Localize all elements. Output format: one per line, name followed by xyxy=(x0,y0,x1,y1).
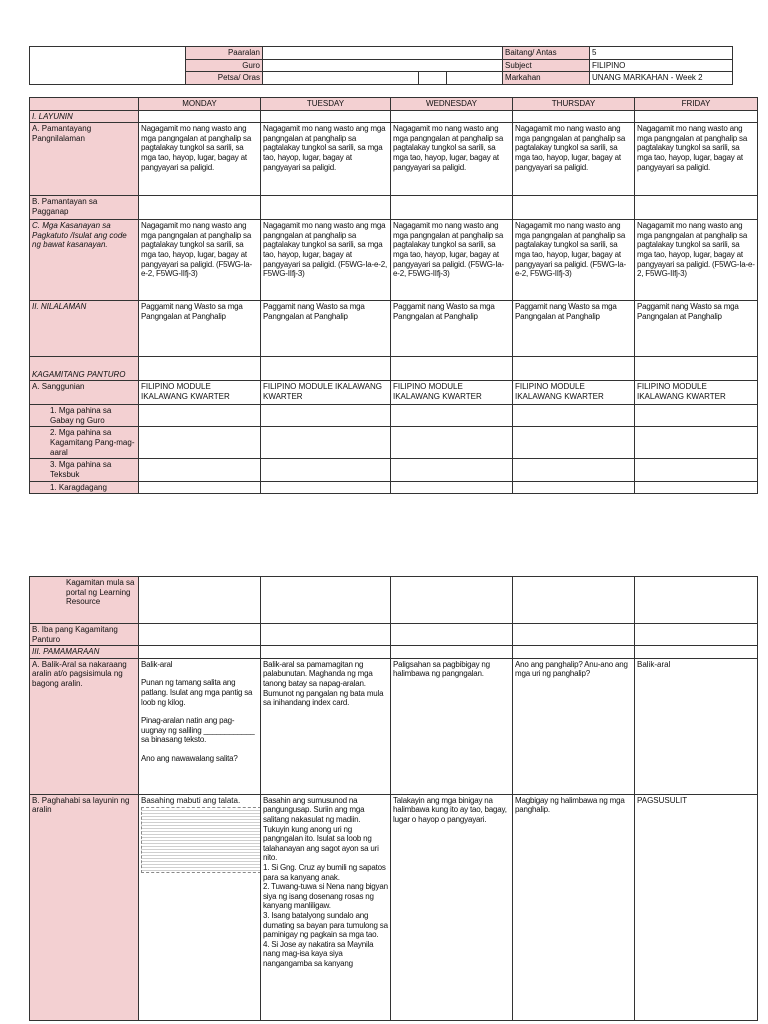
empty-cell xyxy=(391,459,513,481)
paghahabi-tuesday-line: 4. Si Jose ay nakatira sa Maynila nang mag-isa kaya siya nangangamba sa kanyang xyxy=(263,939,374,968)
balik-thursday: Ano ang panghalip? Anu-ano ang mga uri ng panghalip? xyxy=(513,658,635,794)
empty-cell xyxy=(261,405,391,427)
paghahabi-tuesday-line: Basahin ang sumusunod na pangungusap. Suriin ang mga salitang nakasulat ng madiin. Tukuyin kung anong uri ng pangngalan ito. Isulat sa loob ng talahanayan ang sagot ayon sa uri nito. xyxy=(263,795,379,863)
kasanayan-tuesday: Nagagamit mo nang wasto ang mga pangngalan at panghalip sa pagtalakay tungkol sa sarili, sa mga tao, hayop, lugar, bagay at pangyayari sa paligid. (F5WG-Ia-e-2, F5WG-IIfj-3) xyxy=(261,220,391,301)
empty-cell xyxy=(391,427,513,459)
markahan-value: UNANG MARKAHAN - Week 2 xyxy=(590,72,733,85)
empty-cell xyxy=(635,405,758,427)
sanggunian-friday: FILIPINO MODULE IKALAWANG KWARTER xyxy=(635,381,758,405)
nilalaman-tuesday: Paggamit nang Wasto sa mga Pangngalan at Panghalip xyxy=(261,301,391,357)
guro-label: Guro xyxy=(186,59,263,72)
paghahabi-label: B. Paghahabi sa layunin ng aralin xyxy=(30,794,139,1020)
empty-cell xyxy=(391,196,513,220)
empty-cell xyxy=(513,110,635,123)
pamantayang-friday: Nagagamit mo nang wasto ang mga pangngalan at panghalip sa pagtalakay tungkol sa sarili, sa mga tao, hayop, lugar, bagay at pangyayari sa paligid. xyxy=(635,123,758,196)
petsa-value-1 xyxy=(263,72,419,85)
empty-cell xyxy=(139,427,261,459)
balik-monday-line: Pinag-aralan natin ang pag-uugnay ng saliling ____________ sa binasang teksto. xyxy=(141,716,255,745)
empty-cell xyxy=(391,577,513,624)
balik-wednesday: Paligsahan sa pagbibigay ng halimbawa ng pangngalan. xyxy=(391,658,513,794)
day-friday: FRIDAY xyxy=(635,98,758,111)
empty-cell xyxy=(261,459,391,481)
balik-monday xyxy=(139,658,261,794)
paghahabi-monday-text: Basahing mabuti ang talata. xyxy=(141,795,241,805)
kagamitan-label: 2. Mga pahina sa Kagamitang Pang-mag-aaral xyxy=(30,427,139,459)
corner-cell xyxy=(30,98,139,111)
kagamitan-portal-text: Kagamitan mula sa portal ng Learning Resource xyxy=(66,578,135,607)
petsa-value-2 xyxy=(419,72,447,85)
sanggunian-tuesday: FILIPINO MODULE IKALAWANG KWARTER xyxy=(261,381,391,405)
paghahabi-tuesday-line: 1. Si Gng. Cruz ay bumili ng sapatos para sa kanyang anak. xyxy=(263,862,386,882)
empty-cell xyxy=(513,577,635,624)
paghahabi-tuesday-line: 2. Tuwang-tuwa si Nena nang bigyan siya ng isang dosenang rosas ng kanyang manliligaw. xyxy=(263,882,388,911)
paghahabi-wednesday: Talakayin ang mga binigay na halimbawa kung ito ay tao, bagay, lugar o hayop o pangyayari. xyxy=(391,794,513,1020)
balik-monday-line: Punan ng tamang salita ang patlang. Isulat ang mga pantig sa loob ng kilog. xyxy=(141,678,253,707)
sanggunian-thursday: FILIPINO MODULE IKALAWANG KWARTER xyxy=(513,381,635,405)
empty-cell xyxy=(635,624,758,646)
pagganap-label: B. Pamantayan sa Pagganap xyxy=(30,196,139,220)
iba-label: B. Iba pang Kagamitang Panturo xyxy=(30,624,139,646)
empty-cell xyxy=(635,110,758,123)
empty-cell xyxy=(261,481,391,494)
layunin-label: I. LAYUNIN xyxy=(30,110,139,123)
empty-cell xyxy=(513,427,635,459)
subject-value: FILIPINO xyxy=(590,59,733,72)
empty-cell xyxy=(391,405,513,427)
empty-cell xyxy=(635,577,758,624)
pamamaraan-label: III. PAMAMARAAN xyxy=(30,646,139,659)
empty-cell xyxy=(635,481,758,494)
empty-cell xyxy=(139,357,261,381)
kasanayan-wednesday: Nagagamit mo nang wasto ang mga pangngalan at panghalip sa pagtalakay tungkol sa sarili, sa mga tao, hayop, lugar, bagay at pangyayari sa paligid. (F5WG-Ia-e-2, F5WG-IIfj-3) xyxy=(391,220,513,301)
empty-cell xyxy=(139,196,261,220)
paaralan-value xyxy=(263,47,503,60)
empty-cell xyxy=(139,577,261,624)
nilalaman-wednesday: Paggamit nang Wasto sa mga Pangngalan at Panghalip xyxy=(391,301,513,357)
paghahabi-tuesday-line: 3. Isang batalyong sundalo ang dumating sa bayan para tumulong sa paminigay ng pagkain sa mga tao. xyxy=(263,910,388,940)
empty-cell xyxy=(261,427,391,459)
lesson-plan-table xyxy=(29,97,758,494)
petsa-value-3 xyxy=(447,72,503,85)
empty-cell xyxy=(513,646,635,659)
pamantayang-monday: Nagagamit mo nang wasto ang mga pangngalan at panghalip sa pagtalakay tungkol sa sarili, sa mga tao, hayop, lugar, bagay at pangyayari sa paligid. xyxy=(139,123,261,196)
empty-cell xyxy=(635,459,758,481)
empty-cell xyxy=(513,405,635,427)
pamantayang-label: A. Pamantayang Pangnilalaman xyxy=(30,123,139,196)
pamantayang-wednesday: Nagagamit mo nang wasto ang mga pangngalan at panghalip sa pagtalakay tungkol sa sarili, sa mga tao, hayop, lugar, bagay at pangyayari sa paligid. xyxy=(391,123,513,196)
paragraph-image xyxy=(141,807,261,873)
day-tuesday: TUESDAY xyxy=(261,98,391,111)
info-table xyxy=(29,46,733,85)
karagdagang-label: 1. Karagdagang xyxy=(30,481,139,494)
kasanayan-friday: Nagagamit mo nang wasto ang mga pangngalan at panghalip sa pagtalakay tungkol sa sarili, sa mga tao, hayop, lugar, bagay at pangyayari sa paligid. (F5WG-Ia-e-2, F5WG-IIfj-3) xyxy=(635,220,758,301)
empty-cell xyxy=(139,110,261,123)
paaralan-label: Paaralan xyxy=(186,47,263,60)
empty-cell xyxy=(513,196,635,220)
pamantayang-thursday: Nagagamit mo nang wasto ang mga pangngalan at panghalip sa pagtalakay tungkol sa sarili, sa mga tao, hayop, lugar, bagay at pangyayari sa paligid. xyxy=(513,123,635,196)
balik-monday-line: Ano ang nawawalang salita? xyxy=(141,753,238,763)
baitang-value: 5 xyxy=(590,47,733,60)
empty-cell xyxy=(391,110,513,123)
empty-cell xyxy=(139,405,261,427)
sanggunian-monday: FILIPINO MODULE IKALAWANG KWARTER xyxy=(139,381,261,405)
pamantayang-tuesday: Nagagamit mo nang wasto ang mga pangngalan at panghalip sa pagtalakay tungkol sa sarili, sa mga tao, hayop, lugar, bagay at pangyayari sa paligid. xyxy=(261,123,391,196)
empty-cell xyxy=(391,481,513,494)
day-monday: MONDAY xyxy=(139,98,261,111)
empty-cell xyxy=(513,624,635,646)
empty-cell xyxy=(635,427,758,459)
balik-monday-line: Balik-aral xyxy=(141,659,173,669)
nilalaman-thursday: Paggamit nang Wasto sa mga Pangngalan at Panghalip xyxy=(513,301,635,357)
paghahabi-tuesday xyxy=(261,794,391,1020)
nilalaman-label: II. NILALAMAN xyxy=(30,301,139,357)
kasanayan-label: C. Mga Kasanayan sa Pagkatuto /Isulat ang code ng bawat kasanayan. xyxy=(30,220,139,301)
empty-cell xyxy=(261,577,391,624)
empty-cell xyxy=(635,357,758,381)
empty-cell xyxy=(391,646,513,659)
lesson-plan-table-continued xyxy=(29,576,758,1021)
day-wednesday: WEDNESDAY xyxy=(391,98,513,111)
kasanayan-thursday: Nagagamit mo nang wasto ang mga pangngalan at panghalip sa pagtalakay tungkol sa sarili, sa mga tao, hayop, lugar, bagay at pangyayari sa paligid. (F5WG-Ia-e-2, F5WG-IIfj-3) xyxy=(513,220,635,301)
balik-tuesday: Balik-aral sa pamamagitan ng palabunutan. Maghanda ng mga tanong batay sa napag-aralan. Bumunot ng pangalan ng bata mula sa inihandang index card. xyxy=(261,658,391,794)
guro-value xyxy=(263,59,503,72)
balik-friday: Balik-aral xyxy=(635,658,758,794)
empty-cell xyxy=(513,459,635,481)
balik-label: A. Balik-Aral sa nakaraang aralin at/o pagsisimula ng bagong aralin. xyxy=(30,658,139,794)
sanggunian-wednesday: FILIPINO MODULE IKALAWANG KWARTER xyxy=(391,381,513,405)
empty-cell xyxy=(139,646,261,659)
empty-cell xyxy=(635,646,758,659)
day-thursday: THURSDAY xyxy=(513,98,635,111)
subject-label: Subject xyxy=(503,59,590,72)
kasanayan-monday: Nagagamit mo nang wasto ang mga pangngalan at panghalip sa pagtalakay tungkol sa sarili, sa mga tao, hayop, lugar, bagay at pangyayari sa paligid. (F5WG-Ia-e-2, F5WG-IIfj-3) xyxy=(139,220,261,301)
empty-cell xyxy=(635,196,758,220)
info-blank-cell xyxy=(30,47,186,85)
nilalaman-friday: Paggamit nang Wasto sa mga Pangngalan at Panghalip xyxy=(635,301,758,357)
teksbuk-label: 3. Mga pahina sa Teksbuk xyxy=(30,459,139,481)
empty-cell xyxy=(139,481,261,494)
markahan-label: Markahan xyxy=(503,72,590,85)
paghahabi-monday xyxy=(139,794,261,1020)
nilalaman-monday: Paggamit nang Wasto sa mga Pangngalan at Panghalip xyxy=(139,301,261,357)
empty-cell xyxy=(261,646,391,659)
empty-cell xyxy=(261,196,391,220)
petsa-label: Petsa/ Oras xyxy=(186,72,263,85)
empty-cell xyxy=(513,357,635,381)
empty-cell xyxy=(391,357,513,381)
empty-cell xyxy=(139,624,261,646)
gabay-label: 1. Mga pahina sa Gabay ng Guro xyxy=(30,405,139,427)
sanggunian-label: A. Sanggunian xyxy=(30,381,139,405)
empty-cell xyxy=(261,624,391,646)
empty-cell xyxy=(391,624,513,646)
baitang-label: Baitang/ Antas xyxy=(503,47,590,60)
empty-cell xyxy=(261,110,391,123)
kagamitan-portal-label xyxy=(30,577,139,624)
empty-cell xyxy=(513,481,635,494)
kagamitang-label: KAGAMITANG PANTURO xyxy=(30,357,139,381)
empty-cell xyxy=(139,459,261,481)
empty-cell xyxy=(261,357,391,381)
paghahabi-thursday: Magbigay ng halimbawa ng mga panghalip. xyxy=(513,794,635,1020)
paghahabi-friday: PAGSUSULIT xyxy=(635,794,758,1020)
